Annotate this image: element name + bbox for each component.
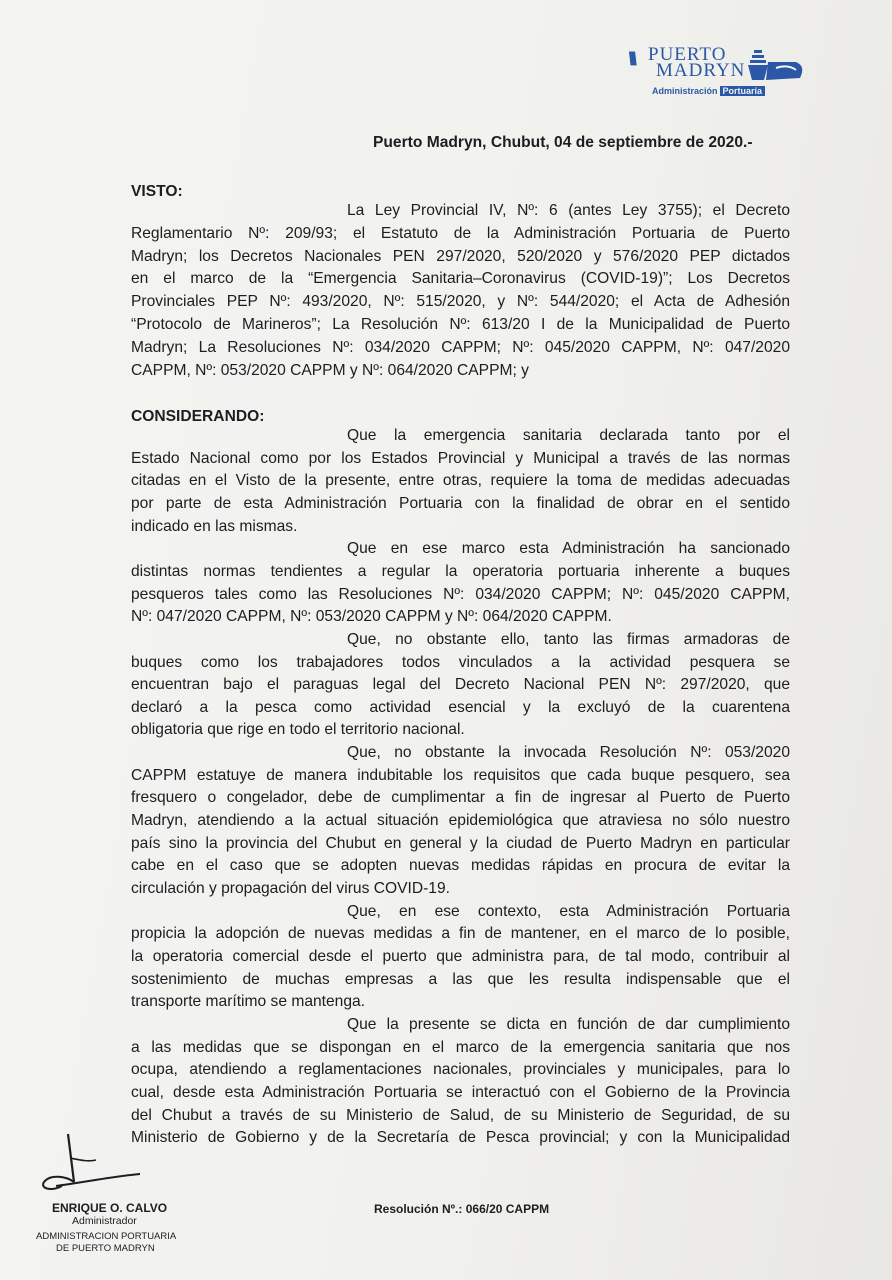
paragraph-line: Reglamentario Nº: 209/93; el Estatuto de la Administración Portuaria de Puerto — [131, 225, 790, 242]
paragraph-line: circulación y propagación del virus COVID-19. — [131, 880, 450, 897]
paragraph-line: por parte de esta Administración Portuaria con la finalidad de obrar en el sentido — [131, 495, 790, 512]
paragraph-line: encuentran bajo el paraguas legal del Decreto Nacional PEN Nº: 297/2020, que — [131, 676, 790, 693]
paragraph-line: distintas normas tendientes a regular la operatoria portuaria inherente a buques — [131, 563, 790, 580]
paragraph-line: Que la emergencia sanitaria declarada tanto por el — [347, 427, 790, 444]
logo-line2: MADRYN — [656, 60, 746, 81]
considerando-heading: CONSIDERANDO: — [131, 408, 265, 425]
paragraph-line: “Protocolo de Marineros”; La Resolución Nº: 613/20 I de la Municipalidad de Puerto — [131, 316, 790, 333]
paragraph-line: obligatoria que rige en todo el territorio nacional. — [131, 721, 465, 738]
paragraph-line: transporte marítimo se mantenga. — [131, 993, 366, 1010]
paragraph-line: Que, en ese contexto, esta Administración Portuaria — [347, 903, 790, 920]
paragraph-line: la operatoria comercial desde el puerto que administra para, de tal modo, contribuir al — [131, 948, 790, 965]
logo-stripes-icon: \\\ — [628, 49, 635, 69]
paragraph-line: CAPPM estatuye de manera indubitable los requisitos que cada buque pesquero, sea — [131, 767, 790, 784]
paragraph-line: fresquero o congelador, debe de cumplimentar a fin de ingresar al Puerto de Puerto — [131, 789, 790, 806]
paragraph-line: Que, no obstante ello, tanto las firmas armadoras de — [347, 631, 790, 648]
paragraph-line: país sino la provincia del Chubut en general y la ciudad de Puerto Madryn en particular — [131, 835, 790, 852]
ship-icon — [746, 46, 806, 86]
paragraph-line: Estado Nacional como por los Estados Provincial y Municipal a través de las normas — [131, 450, 790, 467]
paragraph-line: a las medidas que se dispongan en el marco de la emergencia sanitaria que nos — [131, 1039, 790, 1056]
signer-role: Administrador — [72, 1215, 137, 1227]
paragraph-line: propicia la adopción de nuevas medidas a fin de mantener, en el marco de lo posible, — [131, 925, 790, 942]
paragraph-line: cabe en el caso que se adopten nuevas medidas rápidas en procura de evitar la — [131, 857, 790, 874]
paragraph-line: Ministerio de Gobierno y de la Secretaría de Pesca provincial; y con la Municipalidad — [131, 1129, 790, 1146]
paragraph-line: citadas en el Visto de la presente, entre otras, requiere la toma de medidas adecuadas — [131, 472, 790, 489]
signer-name: ENRIQUE O. CALVO — [52, 1201, 168, 1215]
paragraph-line: Que, no obstante la invocada Resolución Nº: 053/2020 — [347, 744, 790, 761]
paragraph-line: La Ley Provincial IV, Nº: 6 (antes Ley 3755); el Decreto — [347, 202, 790, 219]
paragraph-line: ocupa, atendiendo a reglamentaciones nacionales, provinciales y municipales, para lo — [131, 1061, 790, 1078]
signer-org-line2: DE PUERTO MADRYN — [56, 1243, 155, 1254]
paragraph-line: CAPPM, Nº: 053/2020 CAPPM y Nº: 064/2020 CAPPM; y — [131, 362, 529, 379]
paragraph-line: Provinciales PEP Nº: 493/2020, Nº: 515/2020, y Nº: 544/2020; el Acta de Adhesión — [131, 293, 790, 310]
paragraph-line: pesqueros tales como las Resoluciones Nº: 034/2020 CAPPM; Nº: 045/2020 CAPPM, — [131, 586, 790, 603]
paragraph-line: indicado en las mismas. — [131, 518, 298, 535]
date-line: Puerto Madryn, Chubut, 04 de septiembre de 2020.- — [373, 134, 753, 151]
paragraph-line: cual, desde esta Administración Portuaria se interactuó con el Gobierno de la Provincia — [131, 1084, 790, 1101]
visto-heading: VISTO: — [131, 183, 183, 200]
paragraph-line: en el marco de la “Emergencia Sanitaria–Coronavirus (COVID-19)”; Los Decretos — [131, 270, 790, 287]
puerto-madryn-logo — [618, 42, 818, 104]
paragraph-line: declaró a la pesca como actividad esencial y la excluyó de la cuarentena — [131, 699, 790, 716]
paragraph-line: Que la presente se dicta en función de dar cumplimiento — [347, 1016, 790, 1033]
signer-org-line1: ADMINISTRACION PORTUARIA — [36, 1231, 177, 1242]
paragraph-line: Que en ese marco esta Administración ha sancionado — [347, 540, 790, 557]
handwritten-signature — [36, 1130, 176, 1200]
paragraph-line: del Chubut a través de su Ministerio de Salud, de su Ministerio de Seguridad, de su — [131, 1107, 790, 1124]
paragraph-line: Madryn, atendiendo a la actual situación epidemiológica que atraviesa no sólo nuestro — [131, 812, 790, 829]
resolution-number: Resolución Nº.: 066/20 CAPPM — [374, 1202, 550, 1216]
paragraph-line: sostenimiento de muchas empresas a las que les resulta indispensable que el — [131, 971, 790, 988]
paragraph-line: Madryn; los Decretos Nacionales PEN 297/2020, 520/2020 y 576/2020 PEP dictados — [131, 248, 790, 265]
paragraph-line: buques como los trabajadores todos vinculados a la actividad pesquera se — [131, 654, 790, 671]
paragraph-line: Madryn; La Resoluciones Nº: 034/2020 CAPPM; Nº: 045/2020 CAPPM, Nº: 047/2020 — [131, 339, 790, 356]
logo-subtitle: Administración Portuaria — [652, 86, 765, 96]
logo-line1: PUERTO — [648, 44, 727, 65]
paragraph-line: Nº: 047/2020 CAPPM, Nº: 053/2020 CAPPM y Nº: 064/2020 CAPPM. — [131, 608, 612, 625]
